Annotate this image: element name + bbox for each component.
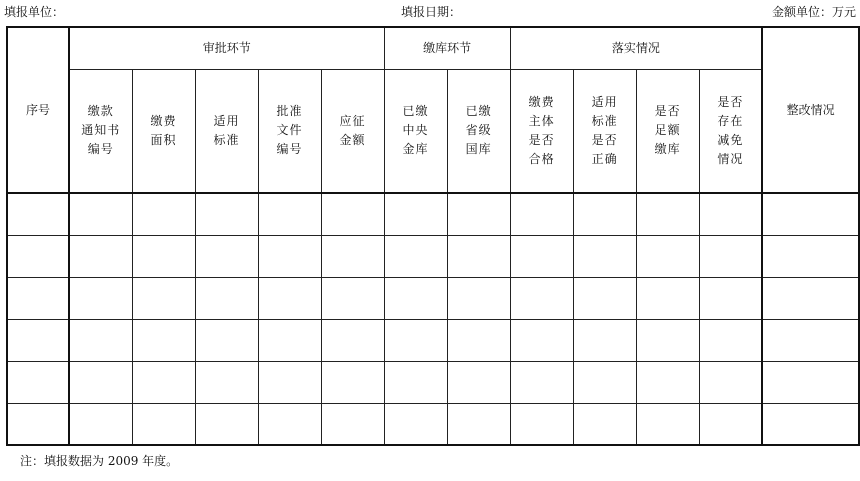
table-cell[interactable] <box>762 277 859 319</box>
table-cell[interactable] <box>258 403 321 445</box>
table-cell[interactable] <box>132 319 195 361</box>
table-row <box>7 193 859 235</box>
table-cell[interactable] <box>384 277 447 319</box>
table-row <box>7 277 859 319</box>
table-cell[interactable] <box>258 277 321 319</box>
table-cell[interactable] <box>636 235 699 277</box>
table-row <box>7 361 859 403</box>
table-cell[interactable] <box>132 277 195 319</box>
table-cell[interactable] <box>573 193 636 235</box>
table-cell[interactable] <box>321 361 384 403</box>
table-cell[interactable] <box>762 193 859 235</box>
due-amount-header: 应征 金额 <box>321 69 384 193</box>
table-cell[interactable] <box>762 361 859 403</box>
table-cell[interactable] <box>636 193 699 235</box>
table-cell[interactable] <box>321 235 384 277</box>
notice-no-header: 缴款 通知书 编号 <box>69 69 132 193</box>
table-cell[interactable] <box>510 235 573 277</box>
table-cell[interactable] <box>132 193 195 235</box>
table-cell[interactable] <box>699 361 762 403</box>
table-cell[interactable] <box>321 193 384 235</box>
table-cell[interactable] <box>447 319 510 361</box>
table-cell[interactable] <box>510 361 573 403</box>
table-cell[interactable] <box>510 403 573 445</box>
table-cell[interactable] <box>195 403 258 445</box>
table-cell[interactable] <box>699 319 762 361</box>
table-cell[interactable] <box>132 361 195 403</box>
table-cell[interactable] <box>258 235 321 277</box>
table-cell[interactable] <box>573 277 636 319</box>
table-cell[interactable] <box>510 319 573 361</box>
table-cell[interactable] <box>573 319 636 361</box>
table-cell[interactable] <box>195 277 258 319</box>
table-cell[interactable] <box>762 319 859 361</box>
table-cell[interactable] <box>321 403 384 445</box>
table-cell[interactable] <box>510 193 573 235</box>
table-cell[interactable] <box>69 277 132 319</box>
table-cell[interactable] <box>195 235 258 277</box>
table-cell[interactable] <box>7 277 69 319</box>
table-cell[interactable] <box>321 319 384 361</box>
table-cell[interactable] <box>69 235 132 277</box>
table-cell[interactable] <box>699 193 762 235</box>
table-cell[interactable] <box>384 193 447 235</box>
rectification-header: 整改情况 <box>762 27 859 193</box>
implementation-group-header: 落实情况 <box>510 27 762 69</box>
table-cell[interactable] <box>69 319 132 361</box>
payer-qualified-header: 缴费 主体 是否 合格 <box>510 69 573 193</box>
table-cell[interactable] <box>258 361 321 403</box>
table-cell[interactable] <box>636 319 699 361</box>
table-cell[interactable] <box>384 319 447 361</box>
table-row <box>7 319 859 361</box>
table-cell[interactable] <box>762 235 859 277</box>
table-cell[interactable] <box>258 193 321 235</box>
table-cell[interactable] <box>447 361 510 403</box>
table-cell[interactable] <box>699 235 762 277</box>
table-cell[interactable] <box>447 235 510 277</box>
amount-unit-label: 金额单位：万元 <box>771 5 856 19</box>
table-cell[interactable] <box>573 235 636 277</box>
table-cell[interactable] <box>699 403 762 445</box>
table-cell[interactable] <box>447 403 510 445</box>
table-row <box>7 403 859 445</box>
full-paid-header: 是否 足额 缴库 <box>636 69 699 193</box>
standard-correct-header: 适用 标准 是否 正确 <box>573 69 636 193</box>
fill-date-label: 填报日期： <box>401 5 462 19</box>
table-cell[interactable] <box>447 277 510 319</box>
table-cell[interactable] <box>69 403 132 445</box>
table-cell[interactable] <box>69 361 132 403</box>
table-cell[interactable] <box>573 403 636 445</box>
report-table <box>6 26 860 446</box>
area-header: 缴费 面积 <box>132 69 195 193</box>
fill-unit-label: 填报单位： <box>4 5 65 19</box>
table-cell[interactable] <box>258 319 321 361</box>
table-cell[interactable] <box>7 361 69 403</box>
standard-header: 适用 标准 <box>195 69 258 193</box>
table-cell[interactable] <box>132 403 195 445</box>
table-cell[interactable] <box>636 361 699 403</box>
table-cell[interactable] <box>7 235 69 277</box>
table-cell[interactable] <box>384 361 447 403</box>
table-cell[interactable] <box>7 403 69 445</box>
table-cell[interactable] <box>321 277 384 319</box>
table-cell[interactable] <box>7 193 69 235</box>
approval-group-header: 审批环节 <box>69 27 384 69</box>
central-treasury-header: 已缴 中央 金库 <box>384 69 447 193</box>
seq-header: 序号 <box>7 27 69 193</box>
table-cell[interactable] <box>384 403 447 445</box>
table-cell[interactable] <box>384 235 447 277</box>
table-cell[interactable] <box>195 193 258 235</box>
table-cell[interactable] <box>69 193 132 235</box>
table-cell[interactable] <box>636 403 699 445</box>
provincial-treasury-header: 已缴 省级 国库 <box>447 69 510 193</box>
table-cell[interactable] <box>636 277 699 319</box>
table-cell[interactable] <box>573 361 636 403</box>
table-cell[interactable] <box>195 361 258 403</box>
table-cell[interactable] <box>132 235 195 277</box>
table-cell[interactable] <box>7 319 69 361</box>
payment-group-header: 缴库环节 <box>384 27 510 69</box>
footnote: 注：填报数据为 2009 年度。 <box>20 454 179 468</box>
table-cell[interactable] <box>447 193 510 235</box>
table-cell[interactable] <box>762 403 859 445</box>
table-cell[interactable] <box>510 277 573 319</box>
approval-doc-header: 批准 文件 编号 <box>258 69 321 193</box>
table-row <box>7 235 859 277</box>
table-cell[interactable] <box>195 319 258 361</box>
reduction-header: 是否 存在 减免 情况 <box>699 69 762 193</box>
table-cell[interactable] <box>699 277 762 319</box>
